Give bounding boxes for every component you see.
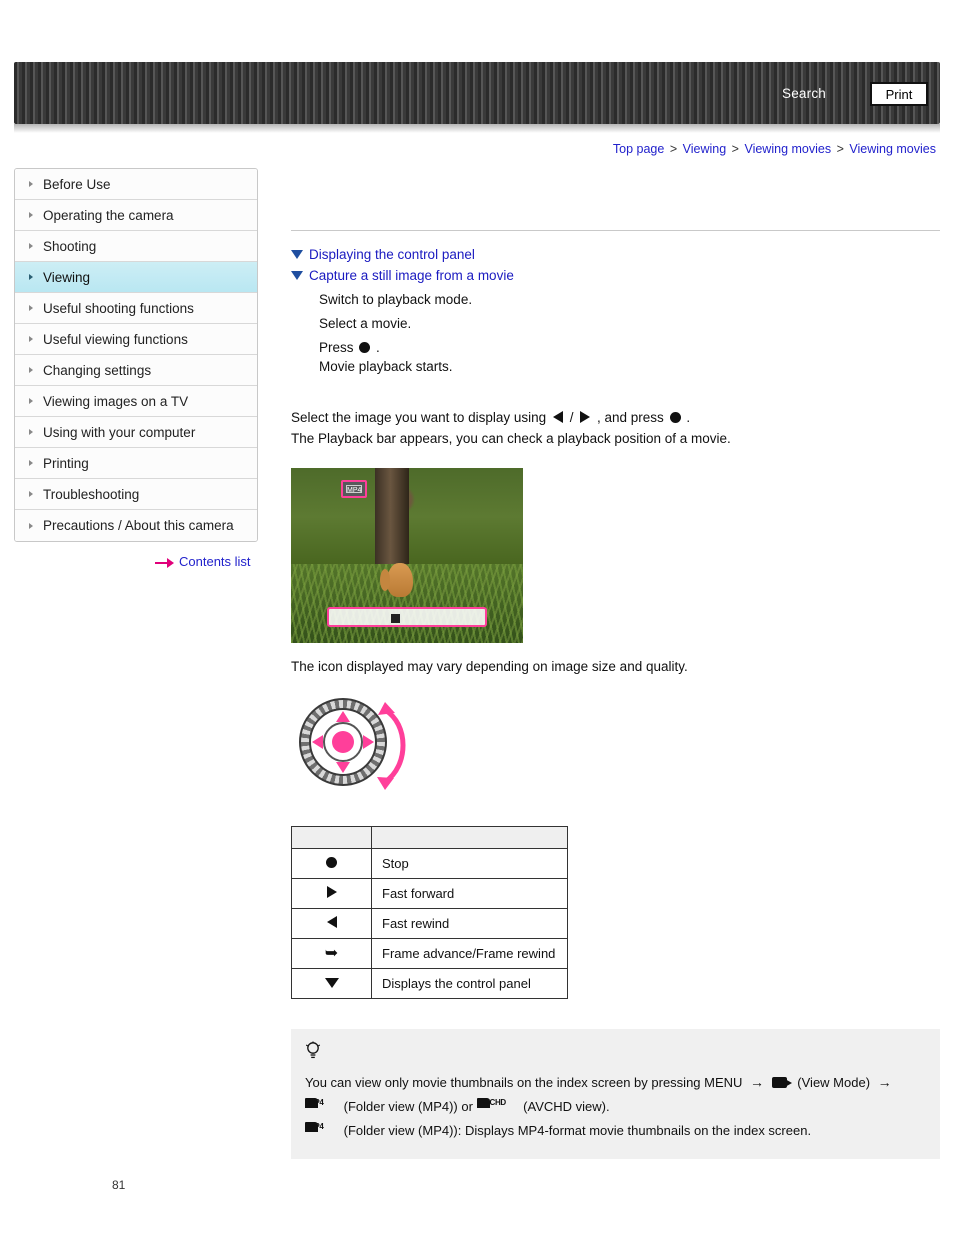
breadcrumb-item-current[interactable]: Viewing movies	[849, 142, 936, 156]
table-row	[292, 939, 568, 969]
rotation-arrow-icon	[375, 700, 417, 792]
step-press-suffix: .	[376, 340, 380, 355]
chevron-right-icon	[29, 336, 33, 342]
sidebar-item-viewing-images-on-a-tv[interactable]	[15, 386, 257, 417]
sidebar-item-shooting[interactable]	[15, 231, 257, 262]
table-row	[292, 849, 568, 879]
sidebar-item-before-use[interactable]	[15, 169, 257, 200]
table-cell-action: Frame advance/Frame rewind	[372, 939, 568, 969]
sidebar-item-changing-settings[interactable]	[15, 355, 257, 386]
tip-line-3	[305, 1119, 926, 1143]
sidebar-item-precautions[interactable]	[15, 510, 257, 541]
breadcrumb-separator: >	[669, 142, 678, 156]
chevron-right-icon	[29, 523, 33, 529]
folder-view-mp4-icon: MP4	[305, 1122, 339, 1139]
button-actions-table	[291, 826, 568, 999]
table-row	[292, 909, 568, 939]
triangle-down-icon	[291, 271, 303, 280]
table-cell-action: Fast rewind	[372, 909, 568, 939]
table-cell-action: Fast forward	[372, 879, 568, 909]
contents-list-label: Contents list	[179, 554, 251, 569]
sidebar-item-troubleshooting[interactable]	[15, 479, 257, 510]
center-button-icon	[292, 849, 372, 879]
main-content	[291, 168, 940, 1159]
sidebar-item-label: Using with your computer	[43, 425, 196, 440]
toggle-label: Capture a still image from a movie	[309, 268, 514, 283]
wheel-center-button-icon	[332, 731, 354, 753]
chevron-right-icon	[29, 274, 33, 280]
sidebar-item-label: Changing settings	[43, 363, 152, 378]
movie-playback-screenshot	[291, 468, 523, 643]
breadcrumb-item-top-page[interactable]: Top page	[612, 142, 665, 156]
tip-text-a: You can view only movie thumbnails on the index screen by pressing MENU	[305, 1075, 743, 1090]
table-header-cell-icon	[292, 827, 372, 849]
chevron-right-icon	[29, 181, 33, 187]
select-image-text-c: , and press	[596, 410, 664, 425]
down-button-icon	[292, 969, 372, 999]
view-mode-icon	[772, 1075, 794, 1091]
breadcrumb	[613, 142, 936, 156]
contents-list-link[interactable]	[155, 554, 251, 569]
step-press-center	[319, 340, 940, 355]
select-image-text-d: .	[686, 410, 691, 425]
sidebar-item-useful-viewing-functions[interactable]	[15, 324, 257, 355]
folder-view-mp4-icon: MP4	[305, 1098, 339, 1115]
sidebar-item-using-with-your-computer[interactable]	[15, 417, 257, 448]
playback-position-marker	[391, 614, 400, 623]
arrow-right-icon: →	[877, 1074, 892, 1090]
right-button-icon	[292, 879, 372, 909]
sidebar-item-label: Precautions / About this camera	[43, 518, 234, 533]
breadcrumb-item-viewing[interactable]: Viewing	[682, 142, 727, 156]
step-press-prefix: Press	[319, 340, 354, 355]
kitten	[387, 563, 413, 597]
table-header-row	[292, 827, 568, 849]
control-wheel-diagram	[299, 698, 419, 798]
toggle-capture-still-image[interactable]	[291, 268, 940, 283]
sidebar-item-label: Before Use	[43, 177, 111, 192]
select-image-text-a: Select the image you want to display using	[291, 410, 547, 425]
left-button-icon	[292, 909, 372, 939]
table-cell-action: Stop	[372, 849, 568, 879]
breadcrumb-separator: >	[731, 142, 739, 156]
page-number: 81	[112, 1178, 126, 1192]
arrow-right-icon	[155, 558, 175, 568]
frame-advance-icon: ➥	[292, 939, 372, 969]
center-button-icon	[670, 412, 681, 423]
step-select-a-movie: Select a movie.	[319, 316, 412, 331]
sidebar-item-printing[interactable]	[15, 448, 257, 479]
chevron-right-icon	[29, 429, 33, 435]
sidebar-item-operating-the-camera[interactable]	[15, 200, 257, 231]
table-row	[292, 879, 568, 909]
folder-view-avchd-icon: AVCHD	[477, 1098, 519, 1115]
sidebar-item-label: Troubleshooting	[43, 487, 140, 502]
movie-format-badge-label: MP4	[347, 487, 362, 494]
tip-text-c: (AVCHD view).	[523, 1099, 610, 1114]
select-image-instruction	[291, 410, 940, 425]
tree-trunk	[375, 468, 409, 572]
chevron-right-icon	[29, 212, 33, 218]
wheel-down-arrow-icon	[336, 762, 350, 773]
sidebar-item-label: Viewing	[43, 270, 91, 285]
breadcrumb-item-viewing-movies[interactable]: Viewing movies	[744, 142, 832, 156]
content-divider	[291, 230, 940, 231]
wheel-right-arrow-icon	[363, 735, 374, 749]
icon-varies-caption: The icon displayed may vary depending on image size and quality.	[291, 659, 688, 674]
chevron-right-icon	[29, 460, 33, 466]
table-row	[292, 969, 568, 999]
chevron-right-icon	[29, 305, 33, 311]
lightbulb-icon	[305, 1041, 321, 1061]
wheel-up-arrow-icon	[336, 711, 350, 722]
wheel-left-arrow-icon	[312, 735, 323, 749]
sidebar-item-label: Useful shooting functions	[43, 301, 194, 316]
sidebar-item-label: Useful viewing functions	[43, 332, 188, 347]
chevron-right-icon	[29, 243, 33, 249]
tip-text-b: (Folder view (MP4)) or	[343, 1099, 473, 1114]
sidebar-item-label: Operating the camera	[43, 208, 174, 223]
table-header-cell-action	[372, 827, 568, 849]
arrow-right-icon: →	[750, 1074, 765, 1090]
chevron-right-icon	[29, 367, 33, 373]
tip-box	[291, 1029, 940, 1159]
movie-format-badge-icon	[341, 480, 367, 498]
center-button-icon	[359, 342, 370, 353]
tip-text-d: (Folder view (MP4)): Displays MP4-format movie thumbnails on the index screen.	[343, 1123, 812, 1138]
search-label[interactable]: Search	[782, 86, 826, 101]
tip-line-2	[305, 1095, 926, 1119]
banner-shadow	[14, 124, 940, 133]
sidebar-item-viewing[interactable]	[15, 262, 257, 293]
sidebar	[14, 168, 258, 542]
playback-bar-note: The Playback bar appears, you can check a playback position of a movie.	[291, 431, 731, 446]
playback-bar	[327, 607, 487, 627]
table-cell-action: Displays the control panel	[372, 969, 568, 999]
tip-line-1	[305, 1070, 926, 1095]
step-movie-playback-starts: Movie playback starts.	[319, 359, 453, 374]
chevron-right-icon	[29, 491, 33, 497]
sidebar-item-label: Viewing images on a TV	[43, 394, 189, 409]
select-image-slash: /	[569, 410, 574, 425]
toggle-displaying-control-panel[interactable]	[291, 247, 940, 262]
triangle-down-icon	[291, 250, 303, 259]
right-button-icon	[580, 411, 590, 423]
step-switch-to-playback: Switch to playback mode.	[319, 292, 473, 307]
toggle-label: Displaying the control panel	[309, 247, 475, 262]
sidebar-item-useful-shooting-functions[interactable]	[15, 293, 257, 324]
tip-view-mode-label: (View Mode)	[797, 1075, 871, 1090]
sidebar-item-label: Printing	[43, 456, 89, 471]
print-button[interactable]: Print	[870, 82, 928, 106]
left-button-icon	[553, 411, 563, 423]
sidebar-item-label: Shooting	[43, 239, 97, 254]
chevron-right-icon	[29, 398, 33, 404]
breadcrumb-separator: >	[836, 142, 844, 156]
